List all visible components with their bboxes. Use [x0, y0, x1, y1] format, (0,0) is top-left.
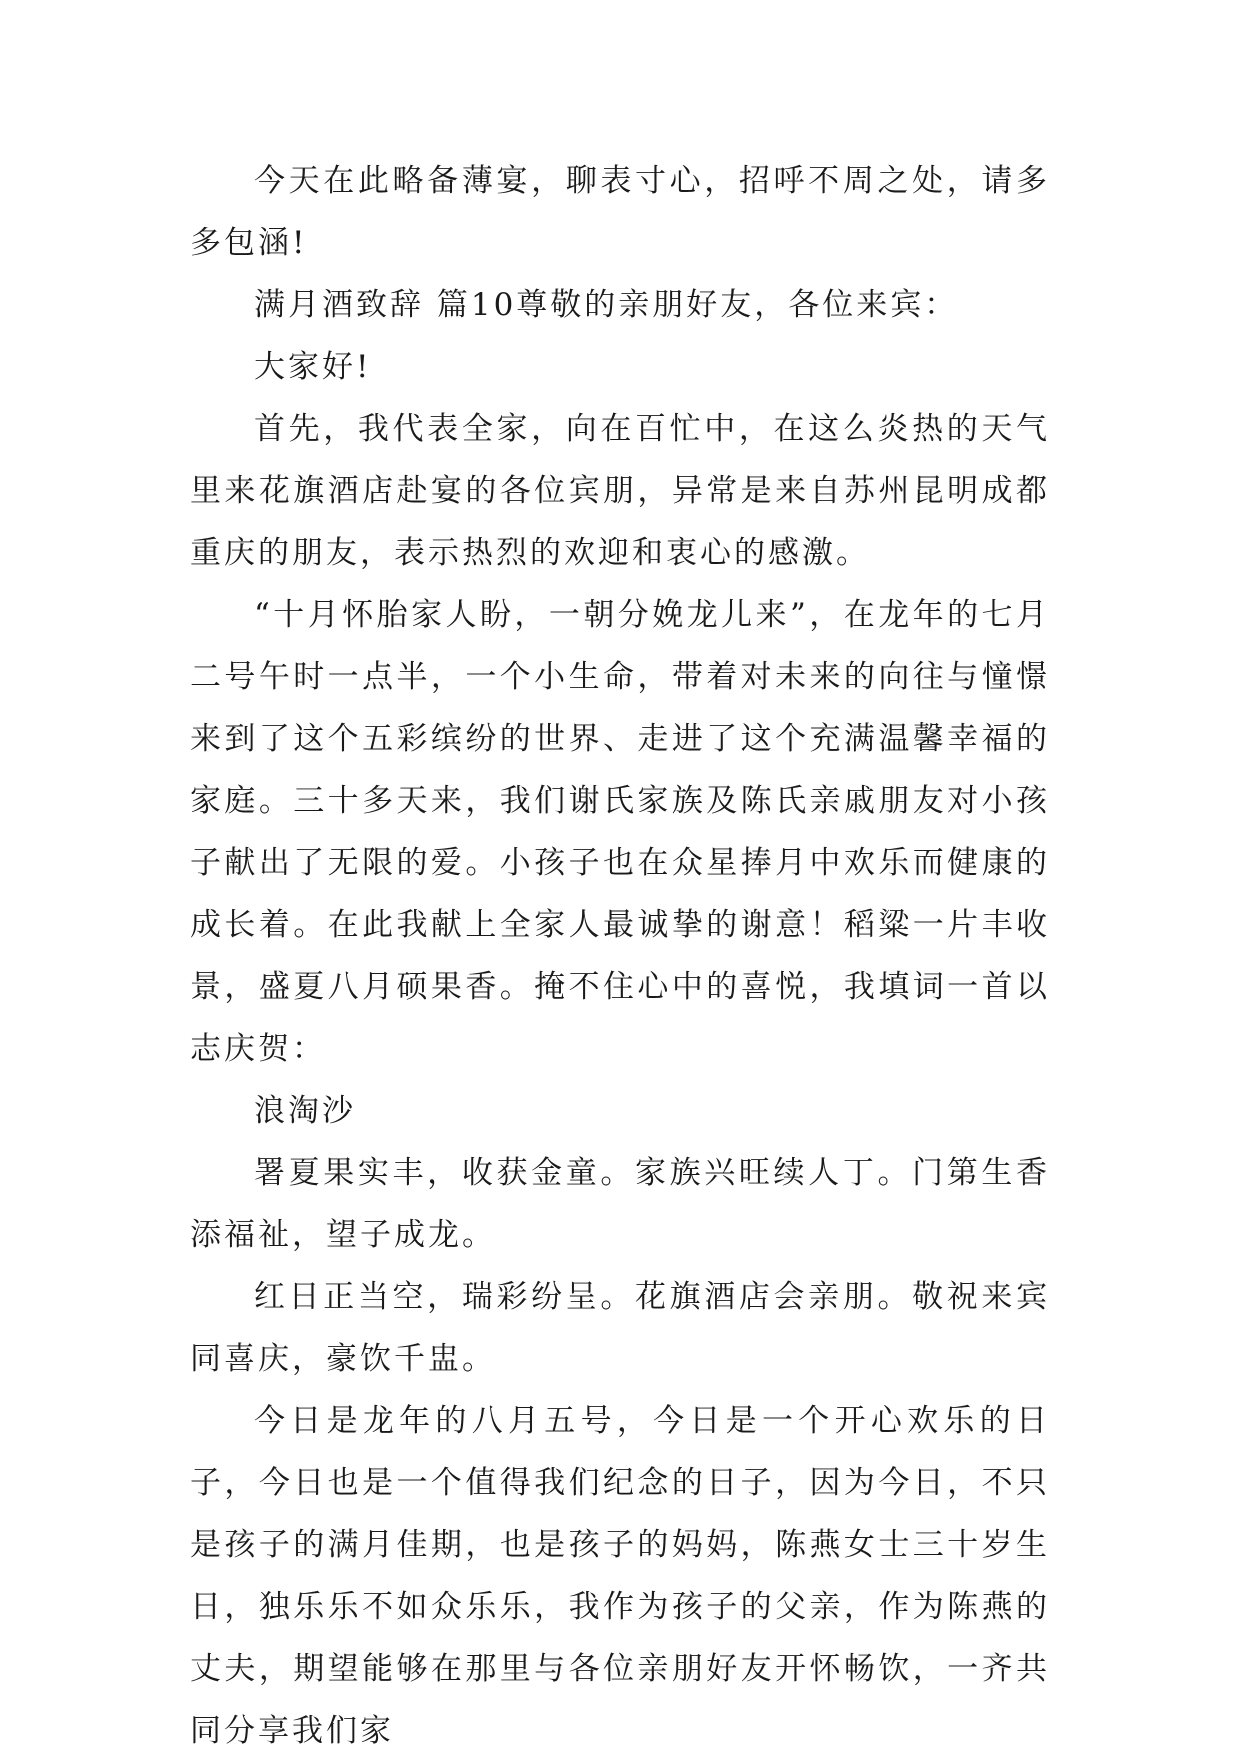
paragraph-celebration: 今日是龙年的八月五号，今日是一个开心欢乐的日子，今日也是一个值得我们纪念的日子，因为今日，不只是孩子的满月佳期，也是孩子的妈妈，陈燕女士三十岁生日，独乐乐不如众乐乐，我作为孩子的父亲，作为陈燕的丈夫，期望能够在那里与各位亲朋好友开怀畅饮，一齐共同分享我们家	[190, 1403, 1050, 1749]
paragraph-section-title: 满月酒致辞 篇10尊敬的亲朋好友，各位来宾：	[254, 287, 959, 323]
poem-stanza-2: 红日正当空，瑞彩纷呈。花旗酒店会亲朋。敬祝来宾同喜庆，豪饮千盅。	[190, 1279, 1050, 1377]
paragraph-greeting: 大家好!	[254, 349, 372, 385]
poem-title: 浪淘沙	[254, 1093, 356, 1129]
paragraph-thanks: 首先，我代表全家，向在百忙中，在这么炎热的天气里来花旗酒店赴宴的各位宾朋，异常是来自苏州昆明成都重庆的朋友，表示热烈的欢迎和衷心的感激。	[190, 411, 1050, 571]
paragraph-birth-story: “十月怀胎家人盼，一朝分娩龙儿来”，在龙年的七月二号午时一点半，一个小生命，带着对未来的向往与憧憬来到了这个五彩缤纷的世界、走进了这个充满温馨幸福的家庭。三十多天来，我们谢氏家族及陈氏亲戚朋友对小孩子献出了无限的爱。小孩子也在众星捧月中欢乐而健康的成长着。在此我献上全家人最诚挚的谢意！稻粱一片丰收景，盛夏八月硕果香。掩不住心中的喜悦，我填词一首以志庆贺：	[190, 597, 1050, 1067]
document-page	[190, 150, 1050, 1762]
paragraph-welcome-closing: 今天在此略备薄宴，聊表寸心，招呼不周之处，请多多包涵!	[190, 163, 1050, 261]
poem-stanza-1: 署夏果实丰，收获金童。家族兴旺续人丁。门第生香添福祉，望子成龙。	[190, 1155, 1050, 1253]
